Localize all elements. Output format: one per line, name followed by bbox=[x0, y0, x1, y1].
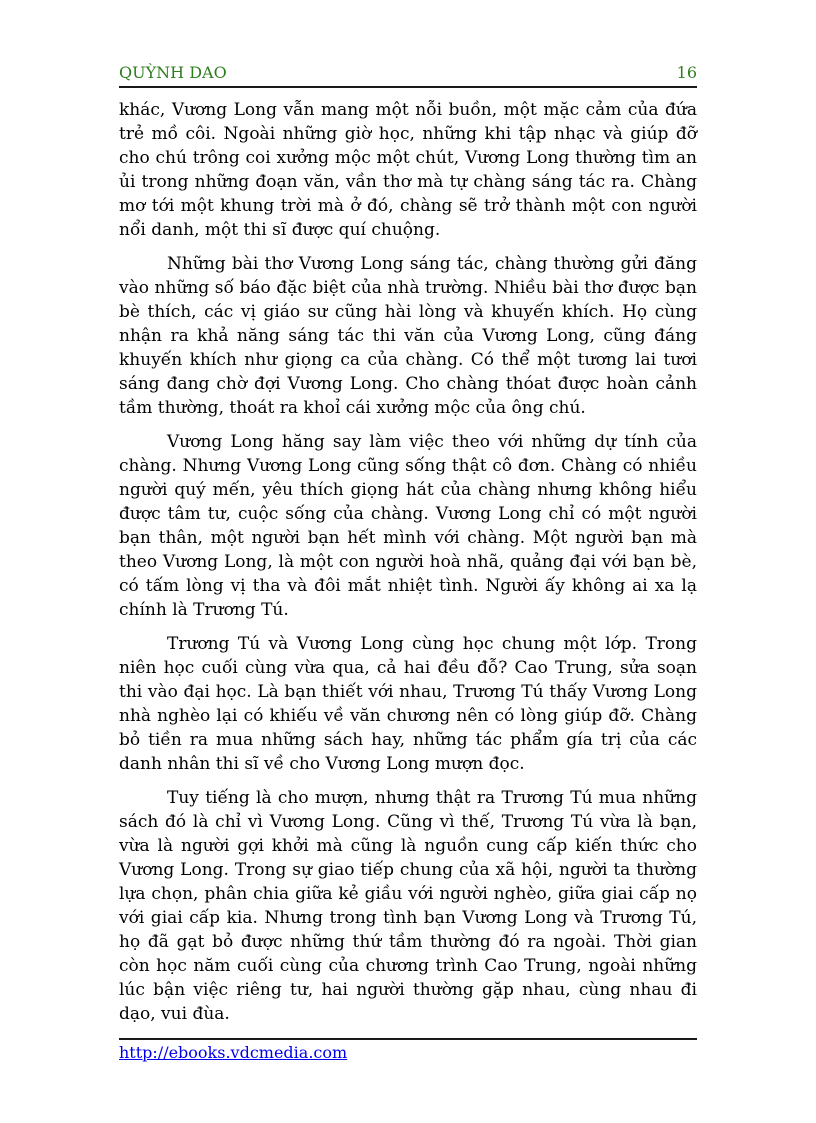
body-text bbox=[119, 98, 697, 1036]
paragraph: Trương Tú và Vương Long cùng học chung một lớp. Trong niên học cuối cùng vừa qua, cả hai đều đỗ? Cao Trung, sửa soạn thi vào đại học. Là bạn thiết với nhau, Trương Tú thấy Vương Long nhà nghèo lại có khiếu về văn chương nên có lòng giúp đỡ. Chàng bỏ tiền ra mua những sách hay, những tác phẩm gía trị của các danh nhân thi sĩ về cho Vương Long mượn đọc. bbox=[119, 634, 697, 774]
book-title: QUỲNH DAO bbox=[119, 63, 227, 82]
paragraph: Những bài thơ Vương Long sáng tác, chàng thường gửi đăng vào những số báo đặc biệt của nhà trường. Nhiều bài thơ được bạn bè thích, các vị giáo sư cũng hài lòng và khuyến khích. Họ cùng nhận ra khả năng sáng tác thi văn của Vương Long, cũng đáng khuyến khích như giọng ca của chàng. Có thể một tương lai tươi sáng đang chờ đợi Vương Long. Cho chàng thóat được hoàn cảnh tầm thường, thoát ra khoỉ cái xưởng mộc của ông chú. bbox=[119, 254, 697, 418]
page-number: 16 bbox=[676, 63, 697, 82]
footer-divider bbox=[119, 1038, 697, 1040]
paragraph: Vương Long hăng say làm việc theo với những dự tính của chàng. Nhưng Vương Long cũng sống thật cô đơn. Chàng có nhiều người quý mến, yêu thích giọng hát của chàng nhưng không hiểu được tâm tư, cuộc sống của chàng. Vương Long chỉ có một người bạn thân, một người bạn hết mình với chàng. Một người bạn mà theo Vương Long, là một con người hoà nhã, quảng đại với bạn bè, có tấm lòng vị tha và đôi mắt nhiệt tình. Người ấy không ai xa lạ chính là Trương Tú. bbox=[119, 432, 697, 620]
footer-url-link[interactable]: http://ebooks.vdcmedia.com bbox=[119, 1043, 348, 1062]
page-header bbox=[119, 60, 697, 88]
paragraph: Tuy tiếng là cho mượn, nhưng thật ra Trương Tú mua những sách đó là chỉ vì Vương Long. Cũng vì thế, Trương Tú vừa là bạn, vừa là người gợi khởi mà cũng là nguồn cung cấp kiến thức cho Vương Long. Trong sự giao tiếp chung của xã hội, người ta thường lựa chọn, phân chia giữa kẻ giầu với người nghèo, giữa giai cấp nọ với giai cấp kia. Nhưng trong tình bạn Vương Long và Trương Tú, họ đã gạt bỏ được những thứ tầm thường đó ra ngoài. Thời gian còn học năm cuối cùng của chương trình Cao Trung, ngoài những lúc bận việc riêng tư, hai người thường gặp nhau, cùng nhau đi dạo, vui đùa. bbox=[119, 788, 697, 1024]
paragraph-continued: khác, Vương Long vẫn mang một nỗi buồn, một mặc cảm của đứa trẻ mồ côi. Ngoài những giờ học, những khi tập nhạc và giúp đỡ cho chú trông coi xưởng mộc một chút, Vương Long thường tìm an ủi trong những đoạn văn, vần thơ mà tự chàng sáng tác ra. Chàng mơ tới một khung trời mà ở đó, chàng sẽ trở thành một con người nổi danh, một thi sĩ được quí chuộng. bbox=[119, 100, 697, 240]
